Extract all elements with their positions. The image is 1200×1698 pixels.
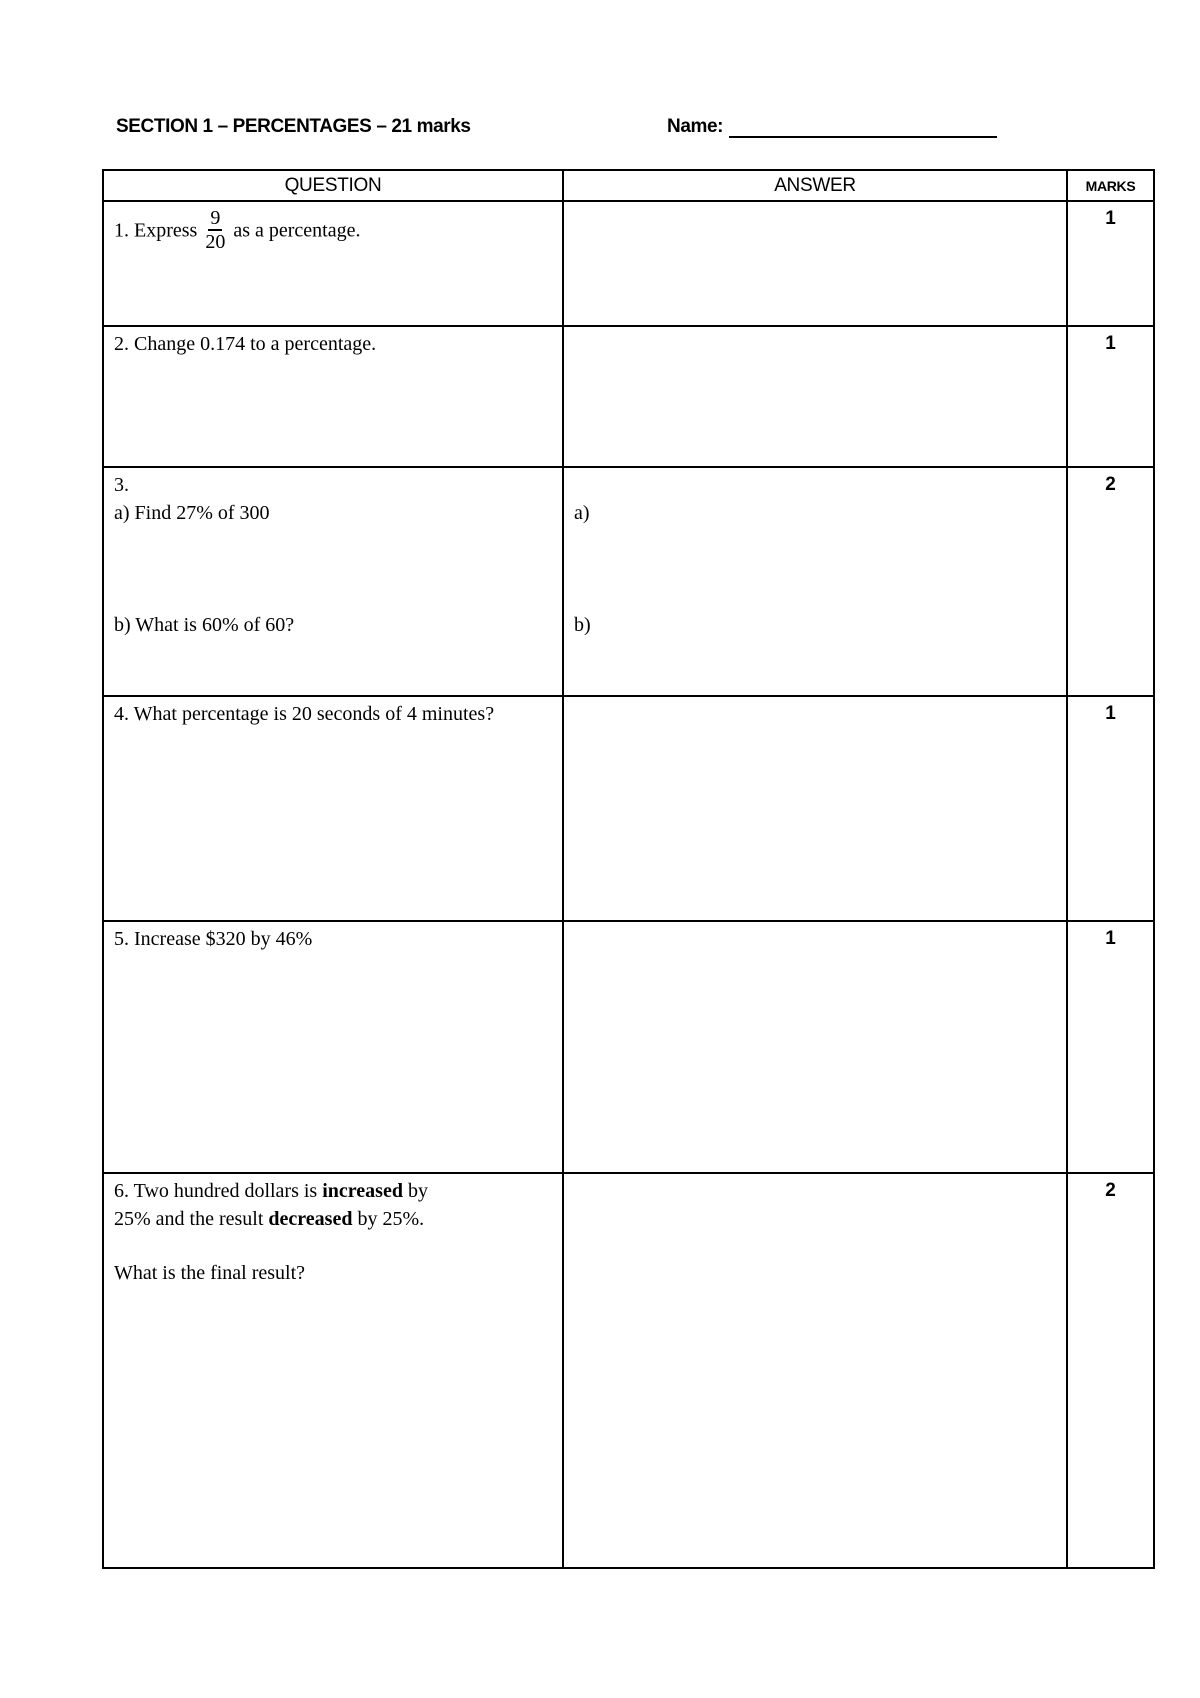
- question-cell: 4. What percentage is 20 seconds of 4 minutes?: [103, 696, 563, 921]
- table-header-row: [103, 170, 1154, 201]
- fraction-denominator: 20: [205, 231, 226, 253]
- questions-table: [102, 169, 1155, 1569]
- name-label: Name:: [667, 116, 724, 137]
- marks-cell: 1: [1067, 326, 1154, 467]
- emphasis-increased: increased: [322, 1180, 403, 1202]
- table-row: [103, 201, 1154, 326]
- question-line-1: 6. Two hundred dollars is increased by: [114, 1180, 428, 1202]
- question-cell: 2. Change 0.174 to a percentage.: [103, 326, 563, 467]
- name-field: [667, 116, 997, 138]
- table-row: [103, 326, 1154, 467]
- answer-label-b: b): [574, 614, 591, 636]
- question-cell: 5. Increase $320 by 46%: [103, 921, 563, 1173]
- question-cell: [103, 201, 563, 326]
- answer-label-a: a): [574, 502, 590, 524]
- table-row: [103, 1173, 1154, 1568]
- emphasis-decreased: decreased: [268, 1208, 353, 1230]
- marks-cell: 2: [1067, 467, 1154, 696]
- question-part-a: a) Find 27% of 300: [114, 502, 270, 524]
- table-row: [103, 467, 1154, 696]
- table-row: [103, 921, 1154, 1173]
- question-part-b: b) What is 60% of 60?: [114, 614, 295, 636]
- marks-cell: 1: [1067, 921, 1154, 1173]
- name-input-line[interactable]: [729, 116, 997, 138]
- question-text: 1. Express: [114, 219, 198, 242]
- column-header-answer: ANSWER: [563, 170, 1067, 201]
- question-line-3: What is the final result?: [114, 1262, 306, 1284]
- answer-cell[interactable]: [563, 1173, 1067, 1568]
- marks-cell: 1: [1067, 201, 1154, 326]
- answer-cell[interactable]: [563, 696, 1067, 921]
- answer-cell[interactable]: [563, 201, 1067, 326]
- answer-cell[interactable]: [563, 326, 1067, 467]
- question-cell: [103, 1173, 563, 1568]
- column-header-question: QUESTION: [103, 170, 563, 201]
- fraction: [205, 207, 225, 253]
- question-text-suffix: as a percentage.: [233, 219, 361, 242]
- question-cell: [103, 467, 563, 696]
- answer-cell[interactable]: [563, 467, 1067, 696]
- answer-cell[interactable]: [563, 921, 1067, 1173]
- question-line-2: 25% and the result decreased by 25%.: [114, 1208, 425, 1230]
- question-number: 3.: [114, 474, 129, 496]
- marks-cell: 1: [1067, 696, 1154, 921]
- marks-cell: 2: [1067, 1173, 1154, 1568]
- section-title: SECTION 1 – PERCENTAGES – 21 marks: [116, 116, 471, 137]
- column-header-marks: MARKS: [1067, 170, 1154, 201]
- table-row: [103, 696, 1154, 921]
- fraction-numerator: 9: [210, 207, 221, 229]
